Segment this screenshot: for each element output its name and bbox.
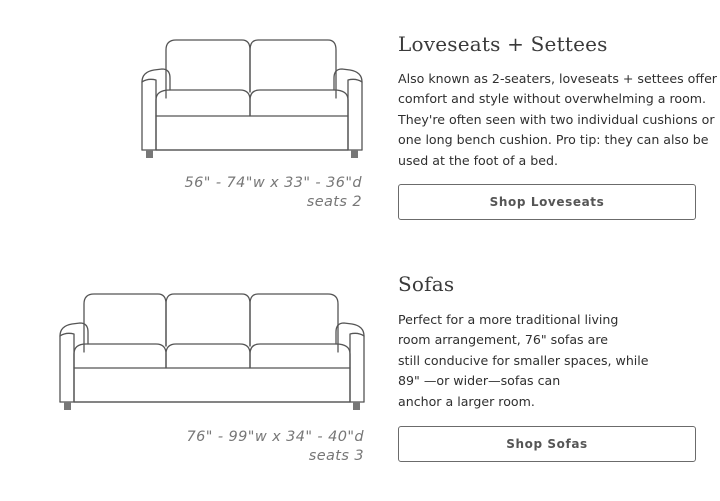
sofa-seats-text: seats 3 bbox=[308, 448, 364, 464]
sofas-description-line: still conducive for smaller spaces, while bbox=[398, 352, 649, 368]
sofa-outline-icon bbox=[56, 290, 368, 416]
sofas-description-line: Perfect for a more traditional living bbox=[398, 312, 619, 327]
loveseats-description-line: They're often seen with two individual cushions or bbox=[398, 111, 715, 127]
sofas-description bbox=[398, 310, 649, 412]
loveseats-section bbox=[0, 0, 720, 240]
shop-loveseats-button[interactable]: Shop Loveseats bbox=[398, 184, 696, 220]
loveseats-description-line: comfort and style without overwhelming a room. bbox=[398, 91, 707, 107]
sofas-description-line: 89" —or wider—sofas can bbox=[398, 373, 561, 389]
loveseat-seats-text: seats 2 bbox=[306, 194, 362, 210]
sofa-dimensions bbox=[187, 428, 364, 466]
sofas-description-line: anchor a larger room. bbox=[398, 393, 535, 409]
sofas-title: Sofas bbox=[398, 272, 455, 296]
loveseats-title: Loveseats + Settees bbox=[398, 32, 608, 56]
loveseats-description-line: Also known as 2-seaters, loveseats + settees offer bbox=[398, 71, 717, 86]
loveseat-outline-icon bbox=[136, 32, 368, 164]
loveseat-size-text: 56" - 74"w x 33" - 36"d bbox=[184, 175, 362, 191]
sofa-size-text: 76" - 99"w x 34" - 40"d bbox=[186, 429, 364, 445]
loveseats-description-line: one long bench cushion. Pro tip: they can also be bbox=[398, 132, 709, 148]
loveseats-description bbox=[398, 69, 717, 171]
sofas-description-line: room arrangement, 76" sofas are bbox=[398, 332, 608, 348]
loveseat-dimensions bbox=[185, 174, 362, 212]
loveseats-description-line: used at the foot of a bed. bbox=[398, 152, 559, 168]
shop-sofas-button[interactable]: Shop Sofas bbox=[398, 426, 696, 462]
sofas-section bbox=[0, 260, 720, 501]
